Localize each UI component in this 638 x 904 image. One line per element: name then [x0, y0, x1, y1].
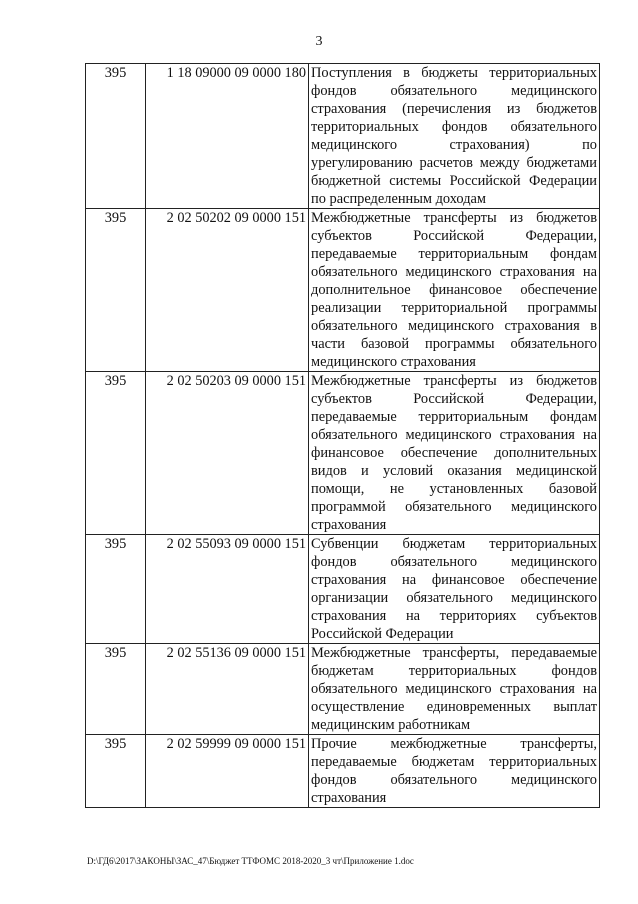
- description-cell: Межбюджетные трансферты из бюджетов субъектов Российской Федерации, передаваемые территориальным фондам обязательного медицинского страхования на финансовое обеспечение дополнительных видов и условий оказания медицинской помощи, не установленных базовой программой обязательного медицинского страхования: [309, 372, 600, 535]
- budget-code-cell: 2 02 59999 09 0000 151: [146, 735, 309, 808]
- table-row: [86, 535, 600, 644]
- description-cell: Прочие межбюджетные трансферты, передаваемые бюджетам территориальных фондов обязательного медицинского страхования: [309, 735, 600, 808]
- description-cell: Субвенции бюджетам территориальных фондов обязательного медицинского страхования на финансовое обеспечение организации обязательного медицинского страхования на территориях субъектов Российской Федерации: [309, 535, 600, 644]
- table-row: [86, 209, 600, 372]
- revenue-codes-table: [85, 63, 600, 808]
- admin-code-cell: 395: [86, 209, 146, 372]
- description-cell: Межбюджетные трансферты, передаваемые бюджетам территориальных фондов обязательного медицинского страхования на осуществление единовременных выплат медицинским работникам: [309, 644, 600, 735]
- budget-code-cell: 2 02 55136 09 0000 151: [146, 644, 309, 735]
- budget-code-cell: 2 02 55093 09 0000 151: [146, 535, 309, 644]
- table-row: [86, 735, 600, 808]
- admin-code-cell: 395: [86, 735, 146, 808]
- budget-code-cell: 2 02 50203 09 0000 151: [146, 372, 309, 535]
- description-cell: Межбюджетные трансферты из бюджетов субъектов Российской Федерации, передаваемые территориальным фондам обязательного медицинского страхования на дополнительное финансовое обеспечение реализации территориальной программы обязательного медицинского страхования в части базовой программы обязательного медицинского страхования: [309, 209, 600, 372]
- footer-file-path: D:\ГД6\2017\ЗАКОНЫ\ЗАС_47\Бюджет ТТФОМС 2018-2020_3 чт\Приложение 1.doc: [87, 856, 414, 866]
- table-row: [86, 372, 600, 535]
- table-row: [86, 64, 600, 209]
- admin-code-cell: 395: [86, 64, 146, 209]
- page-number: 3: [315, 34, 323, 49]
- admin-code-cell: 395: [86, 372, 146, 535]
- description-cell: Поступления в бюджеты территориальных фондов обязательного медицинского страхования (перечисления из бюджетов территориальных фондов обязательного медицинского страхования) по урегулированию расчетов между бюджетами бюджетной системы Российской Федерации по распределенным доходам: [309, 64, 600, 209]
- budget-code-cell: 1 18 09000 09 0000 180: [146, 64, 309, 209]
- budget-code-cell: 2 02 50202 09 0000 151: [146, 209, 309, 372]
- admin-code-cell: 395: [86, 644, 146, 735]
- table-row: [86, 644, 600, 735]
- admin-code-cell: 395: [86, 535, 146, 644]
